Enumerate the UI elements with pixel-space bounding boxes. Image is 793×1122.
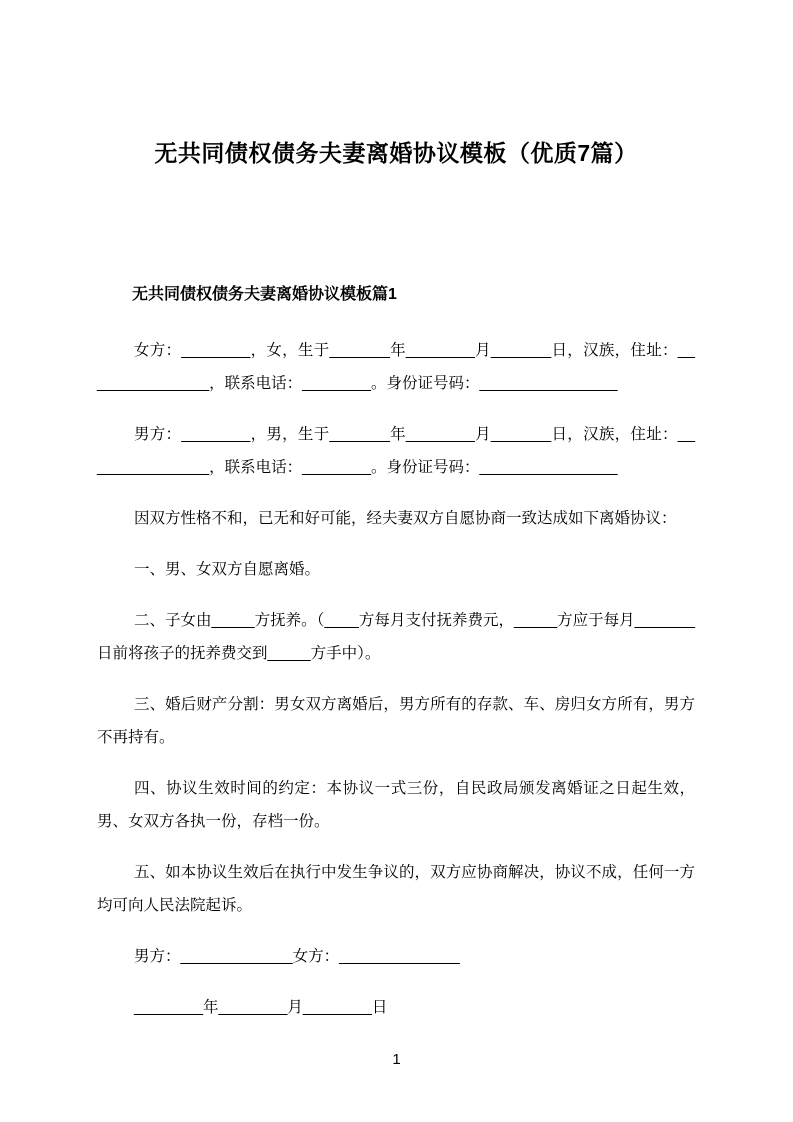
paragraph-clause-4: 四、协议生效时间的约定：本协议一式三份，自民政局颁发离婚证之日起生效，男、女双方各执一份，存档一份。 <box>97 780 695 830</box>
section-heading: 无共同债权债务夫妻离婚协议模板篇1 <box>132 286 397 303</box>
paragraph-woman-info: 女方：________，女，生于_______年________月_______日，汉族，住址：_______________，联系电话：________。身份证号码：________________ <box>97 342 695 392</box>
paragraph-date-line: ________年________月________日 <box>134 999 388 1016</box>
paragraph-clause-2: 二、子女由_____方抚养。（____方每月支付抚养费元，_____方应于每月_______日前将孩子的抚养费交到_____方手中）。 <box>97 612 695 662</box>
paragraph-clause-5: 五、如本协议生效后在执行中发生争议的，双方应协商解决，协议不成，任何一方均可向人民法院起诉。 <box>97 864 695 914</box>
document-title: 无共同债权债务夫妻离婚协议模板（优质7篇） <box>154 140 638 166</box>
paragraph-man-info: 男方：________，男，生于_______年________月_______日，汉族，住址：_______________，联系电话：________。身份证号码：________________ <box>97 426 695 476</box>
paragraph-clause-1: 一、男、女双方自愿离婚。 <box>134 561 321 578</box>
paragraph-signature-line: 男方：_____________女方：______________ <box>134 948 460 965</box>
paragraph-clause-3: 三、婚后财产分割：男女双方离婚后，男方所有的存款、车、房归女方所有，男方不再持有。 <box>97 696 695 746</box>
paragraph-preamble: 因双方性格不和，已无和好可能，经夫妻双方自愿协商一致达成如下离婚协议： <box>134 510 677 527</box>
page-number: 1 <box>392 1051 401 1068</box>
